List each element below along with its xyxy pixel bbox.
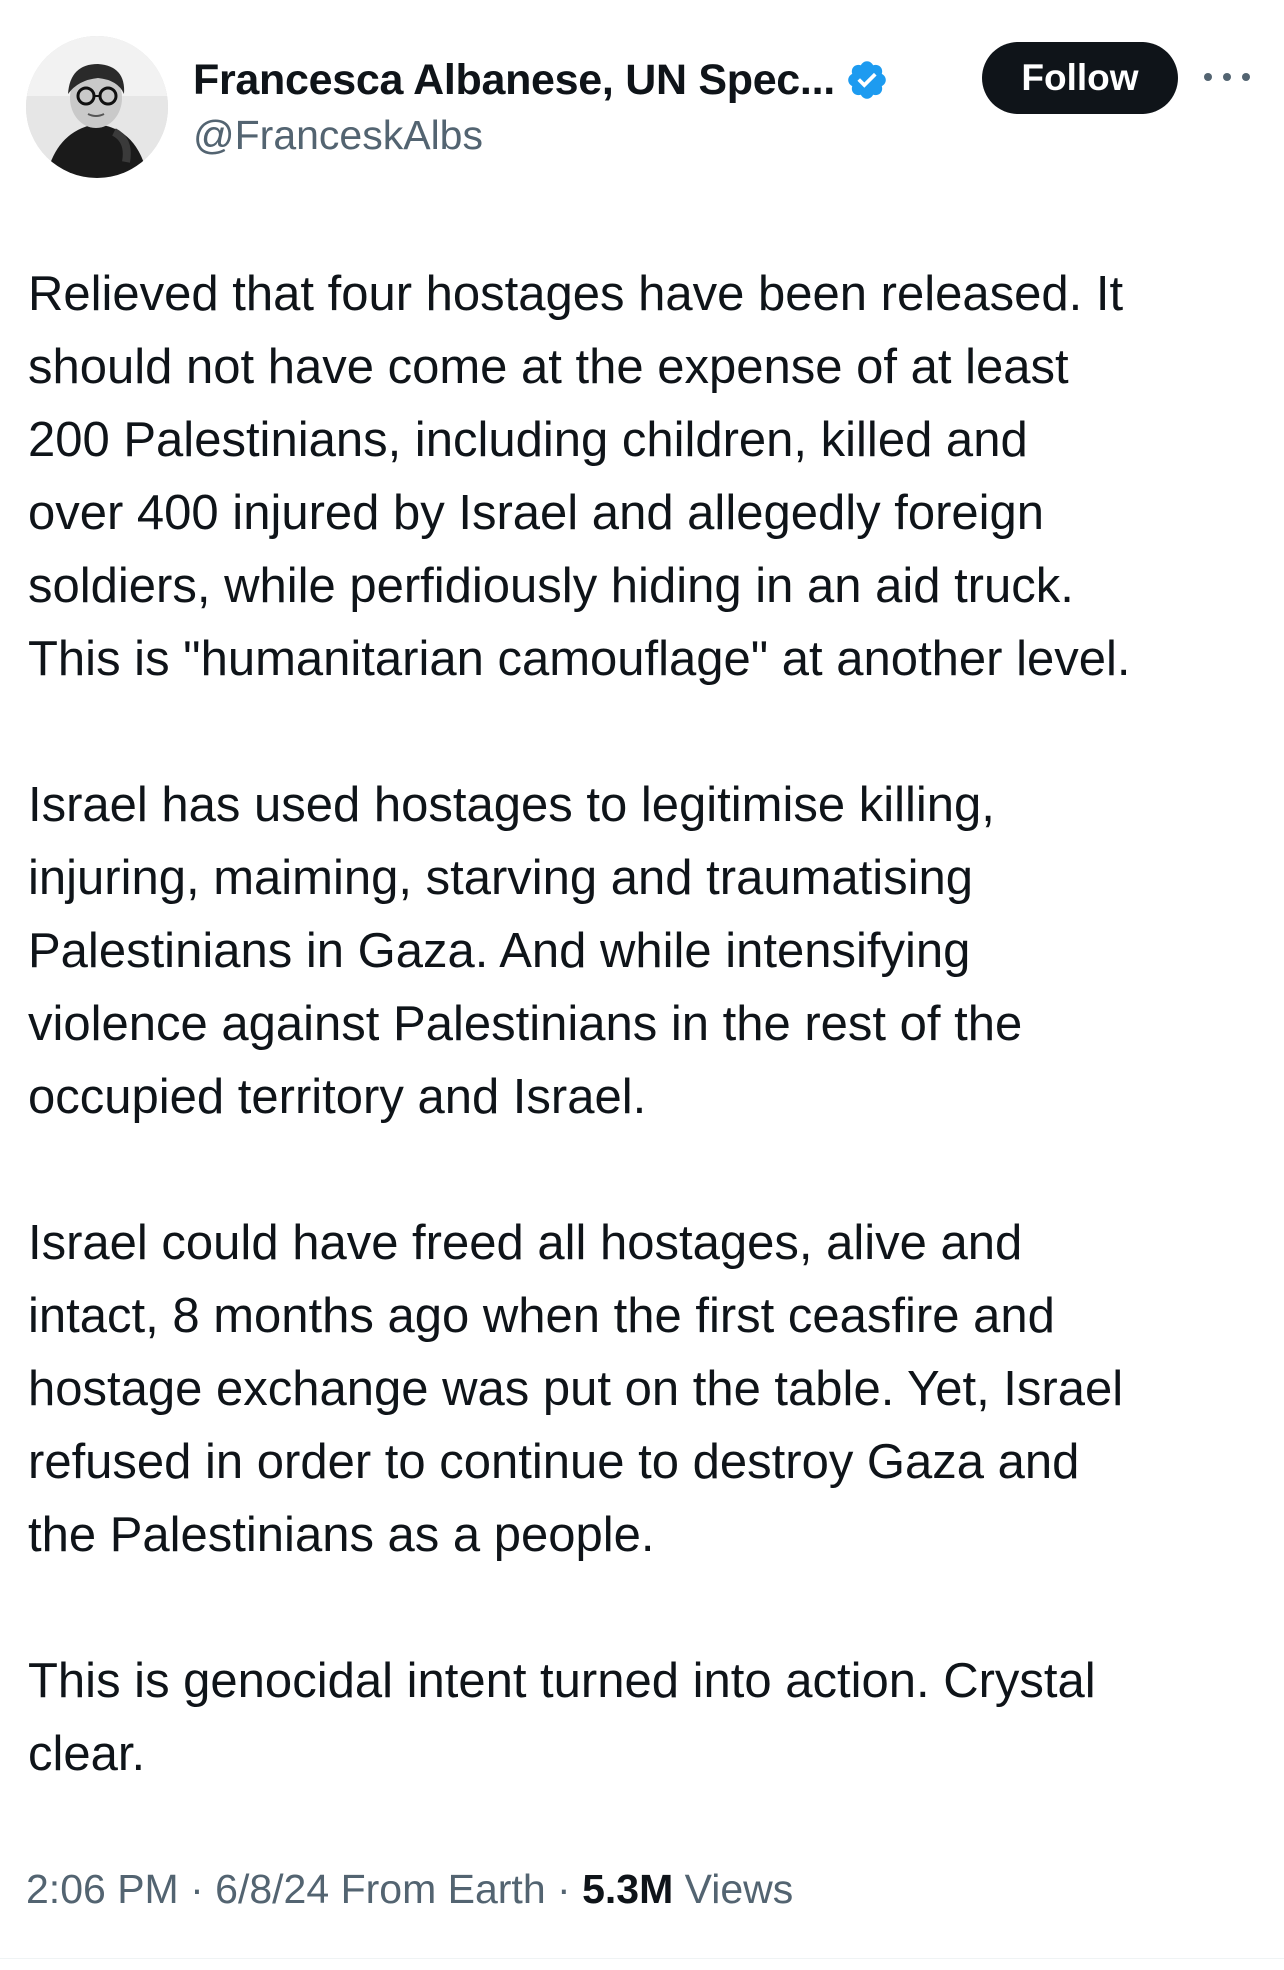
tweet-source: From Earth	[340, 1866, 546, 1912]
tweet-text	[28, 258, 1268, 1791]
meta-space	[329, 1866, 340, 1913]
author-name-row[interactable]	[193, 52, 889, 108]
tweet-header	[0, 0, 1284, 200]
avatar[interactable]	[26, 36, 168, 178]
tweet-time[interactable]: 2:06 PM	[26, 1866, 179, 1912]
tweet-date[interactable]: 6/8/24	[215, 1866, 330, 1912]
tweet-paragraph: Israel has used hostages to legitimise killing, injuring, maiming, starving and traumatising Palestinians in Gaza. And while intensifying violence against Palestinians in the rest of the occupied territory and Israel.	[28, 778, 1023, 1124]
meta-separator: ·	[190, 1866, 204, 1912]
tweet-paragraph: Relieved that four hostages have been released. It should not have come at the expense of at least 200 Palestinians, including children, killed and over 400 injured by Israel and allegedly foreign soldiers, while perfidiously hiding in an aid truck. This is "humanitarian camouflage" at another level.	[28, 267, 1131, 686]
more-dots-icon[interactable]	[1204, 62, 1250, 92]
tweet-paragraph: Israel could have freed all hostages, alive and intact, 8 months ago when the first ceasfire and hostage exchange was put on the table. Yet, Israel refused in order to continue to destroy Gaza and the Palestinians as a people.	[28, 1216, 1124, 1562]
tweet-paragraph: This is genocidal intent turned into action. Crystal clear.	[28, 1654, 1096, 1781]
views-label: Views	[684, 1866, 794, 1912]
tweet-meta	[26, 1866, 793, 1913]
meta-space	[673, 1866, 684, 1913]
profile-photo-icon	[26, 36, 168, 178]
author-handle[interactable]: @FranceskAlbs	[193, 112, 483, 158]
verified-badge-icon	[845, 58, 889, 102]
divider	[0, 1958, 1284, 1959]
follow-button[interactable]: Follow	[982, 42, 1178, 114]
views-count[interactable]: 5.3M	[582, 1866, 674, 1912]
author-display-name[interactable]: Francesca Albanese, UN Spec...	[193, 55, 835, 104]
meta-separator: ·	[557, 1866, 571, 1912]
